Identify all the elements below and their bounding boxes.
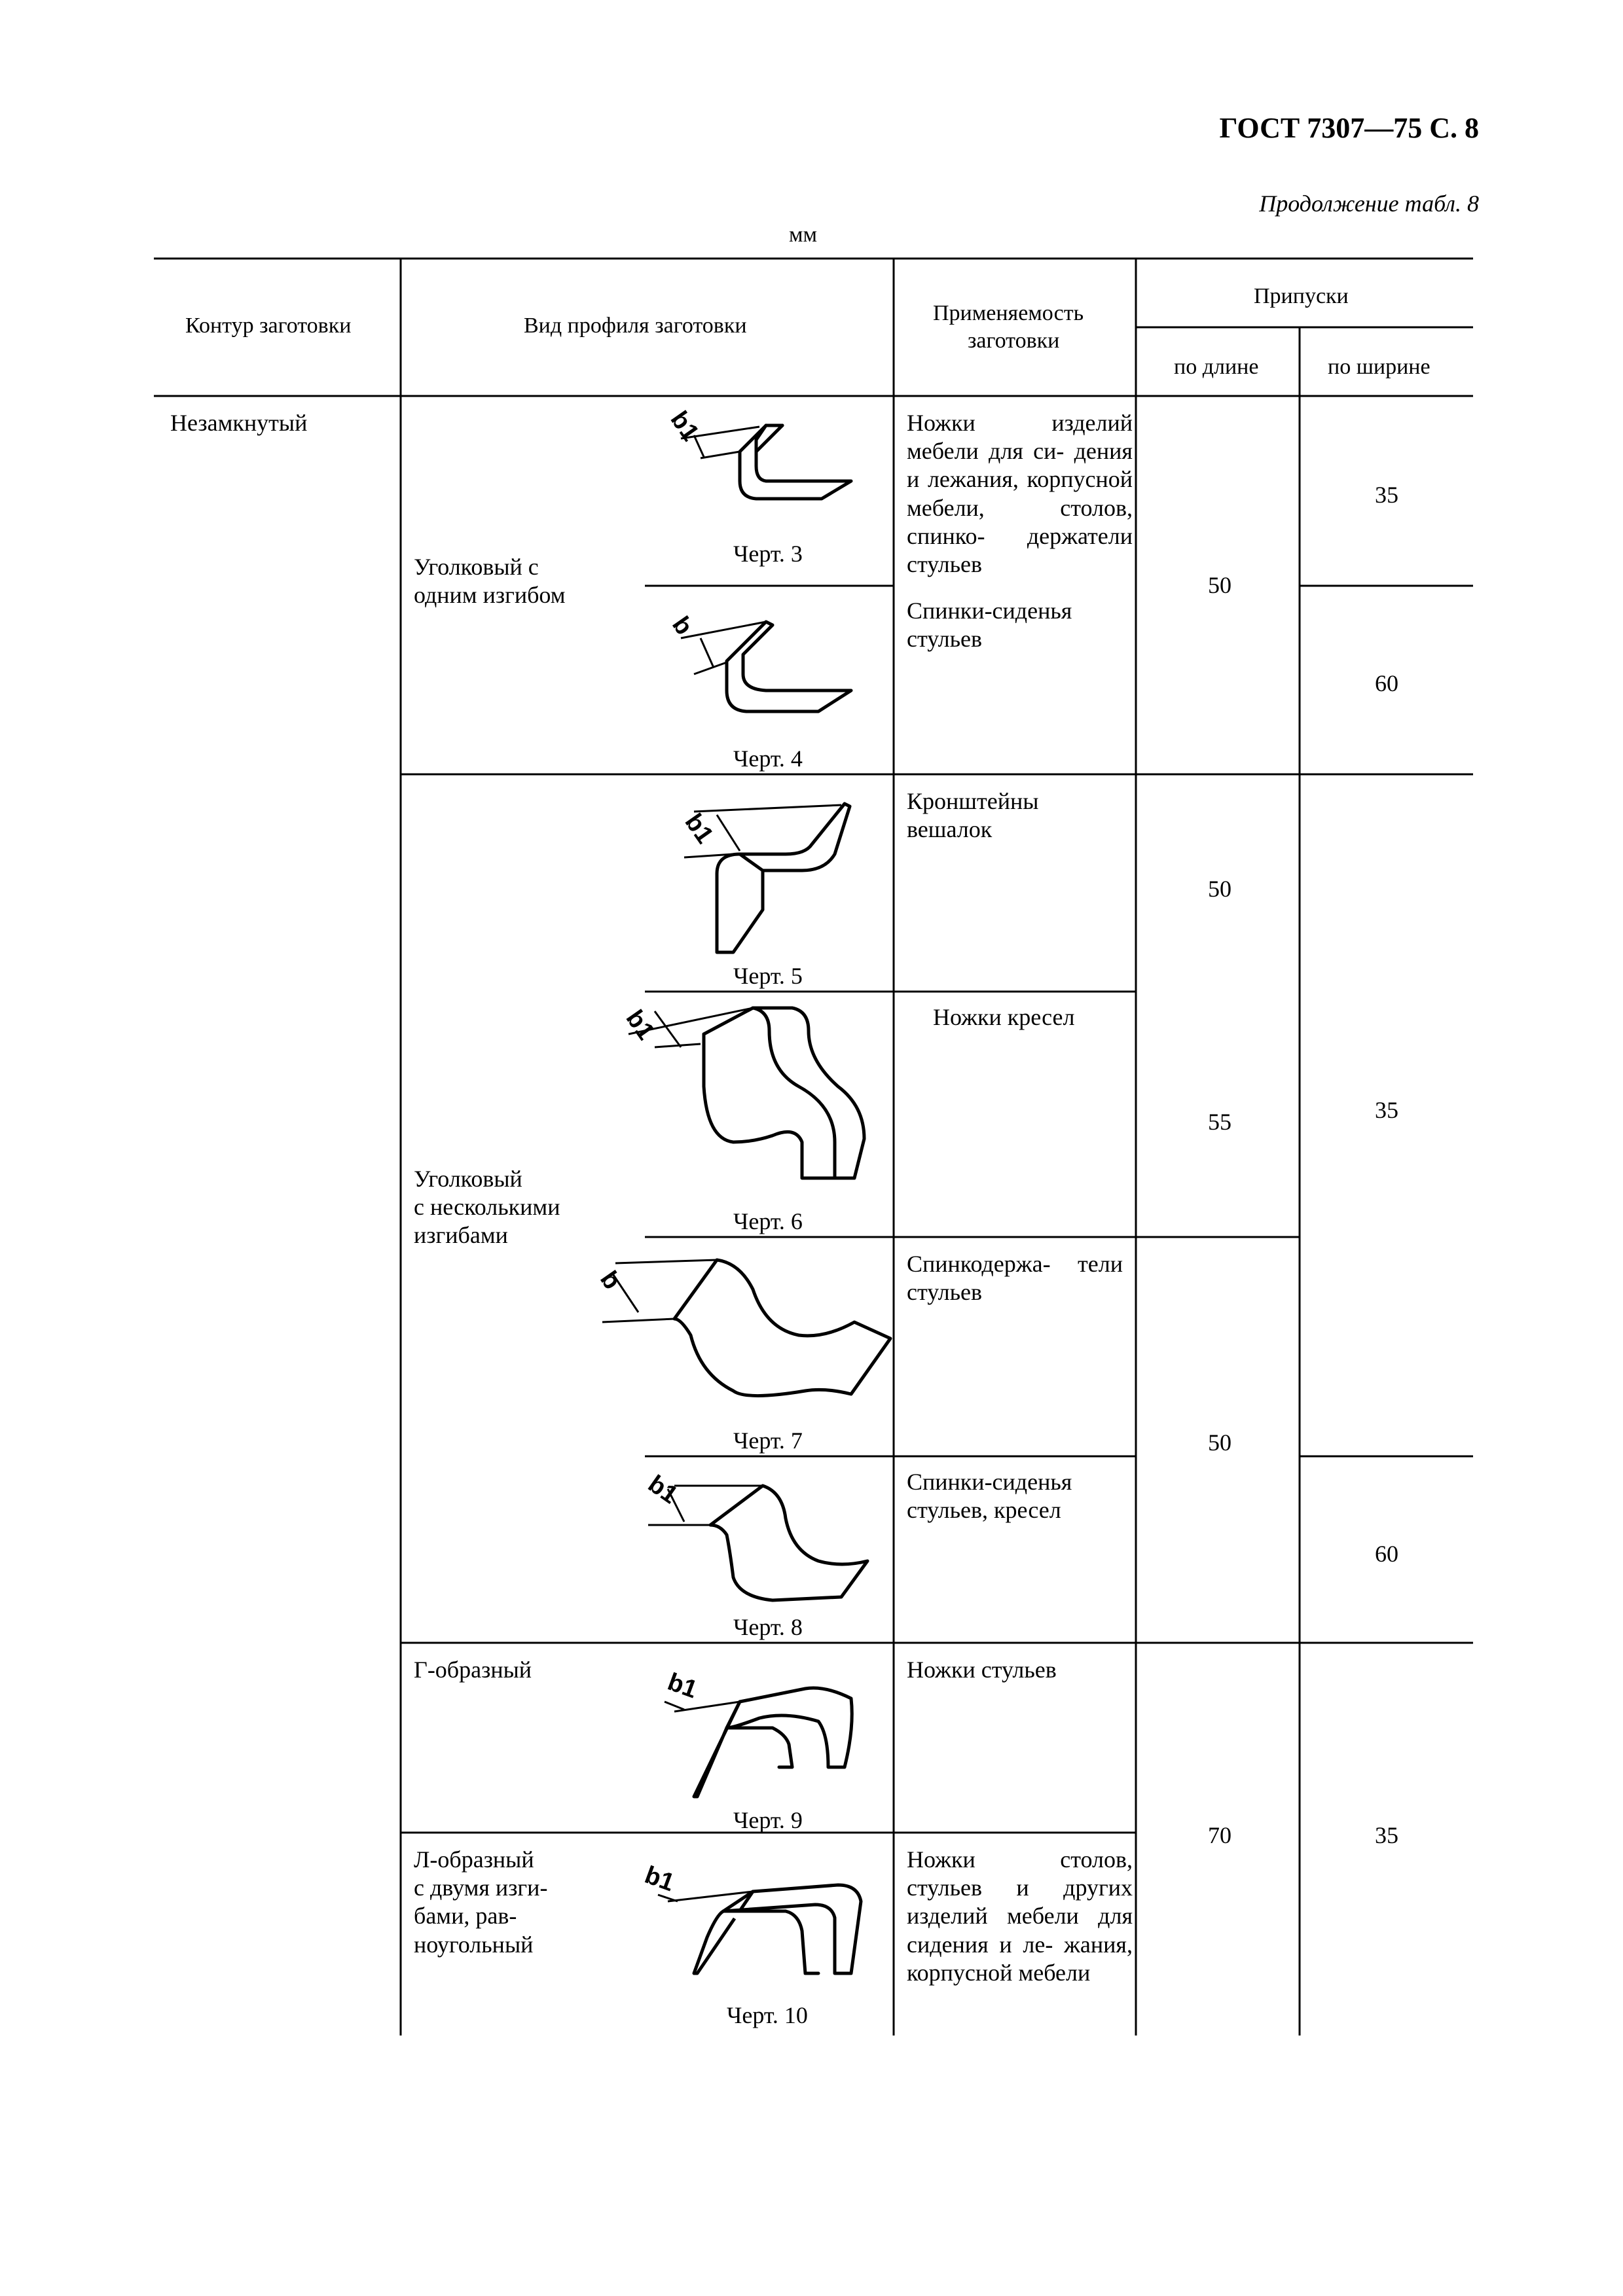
column-header-allowances: Припуски <box>1254 284 1349 308</box>
length-value: 50 <box>1208 876 1231 902</box>
column-header-profile: Вид профиля заготовки <box>524 314 747 338</box>
profile-name-1: Уголковый с одним изгибом <box>414 554 566 609</box>
dimension-label: b1 <box>643 1470 683 1510</box>
column-header-applicability: Применяемость <box>933 301 1084 325</box>
table-continuation-label: Продолжение табл. 8 <box>1259 190 1479 217</box>
page-header-title: ГОСТ 7307—75 С. 8 <box>1219 112 1479 144</box>
profile-name-3: Г-образный <box>414 1657 532 1683</box>
drawing-caption: Черт. 7 <box>733 1427 803 1454</box>
drawing-caption: Черт. 6 <box>733 1208 803 1234</box>
drawing-3 <box>681 425 851 499</box>
drawing-caption: Черт. 8 <box>733 1614 803 1640</box>
dimension-label: b1 <box>679 808 719 849</box>
drawing-caption: Черт. 4 <box>733 745 803 772</box>
unit-label: мм <box>789 223 818 247</box>
drawing-4 <box>681 622 851 711</box>
width-value: 60 <box>1375 1541 1398 1567</box>
profile-name-2: Уголковый с несколькими изгибами <box>414 1166 560 1249</box>
dimension-label: b1 <box>641 1861 678 1897</box>
drawing-9 <box>665 1688 852 1797</box>
applicability-text: Спинкодержа- тели стульев <box>907 1251 1123 1306</box>
drawing-6 <box>629 1008 864 1178</box>
applicability-text: Спинки-сиденья стульев, кресел <box>907 1469 1072 1524</box>
drawing-8 <box>648 1486 867 1600</box>
dimension-label: b <box>666 611 698 640</box>
applicability-text: Ножки изделий мебели для си- дения и лежания, корпусной мебели, столов, спинко- держатели стульев <box>907 410 1133 577</box>
drawing-7 <box>602 1260 890 1396</box>
width-value: 35 <box>1375 1822 1398 1848</box>
length-value: 50 <box>1208 1429 1231 1456</box>
dimension-label: b1 <box>620 1005 660 1045</box>
drawing-caption: Черт. 10 <box>727 2002 808 2028</box>
column-header-contour: Контур заготовки <box>185 314 352 338</box>
applicability-text: Ножки столов, стульев и других изделий мебели для сидения и ле- жания, корпусной мебели <box>907 1846 1133 1986</box>
length-value: 50 <box>1208 572 1231 598</box>
width-value: 35 <box>1375 482 1398 508</box>
contour-value: Незамкнутый <box>170 410 308 436</box>
applicability-text: Спинки-сиденья стульев <box>907 598 1072 653</box>
column-header-by-length: по длине <box>1174 355 1259 379</box>
width-value: 60 <box>1375 670 1398 696</box>
profile-name-4: Л-образный с двумя изги- бами, рав- ноугольный <box>414 1846 548 1958</box>
length-value: 70 <box>1208 1822 1231 1848</box>
applicability-text: Ножки кресел <box>933 1004 1075 1030</box>
dimension-label: b1 <box>665 406 704 446</box>
width-value: 35 <box>1375 1097 1398 1123</box>
length-value: 55 <box>1208 1109 1231 1135</box>
drawing-caption: Черт. 9 <box>733 1807 803 1833</box>
drawing-10 <box>658 1885 861 1973</box>
drawing-caption: Черт. 5 <box>733 963 803 989</box>
column-header-applicability-2: заготовки <box>968 329 1060 353</box>
drawing-caption: Черт. 3 <box>733 541 803 567</box>
column-header-by-width: по ширине <box>1328 355 1431 379</box>
applicability-text: Ножки стульев <box>907 1657 1057 1683</box>
dimension-label: b1 <box>664 1668 701 1704</box>
applicability-text: Кронштейны вешалок <box>907 788 1039 843</box>
dimension-label: b <box>594 1266 626 1295</box>
